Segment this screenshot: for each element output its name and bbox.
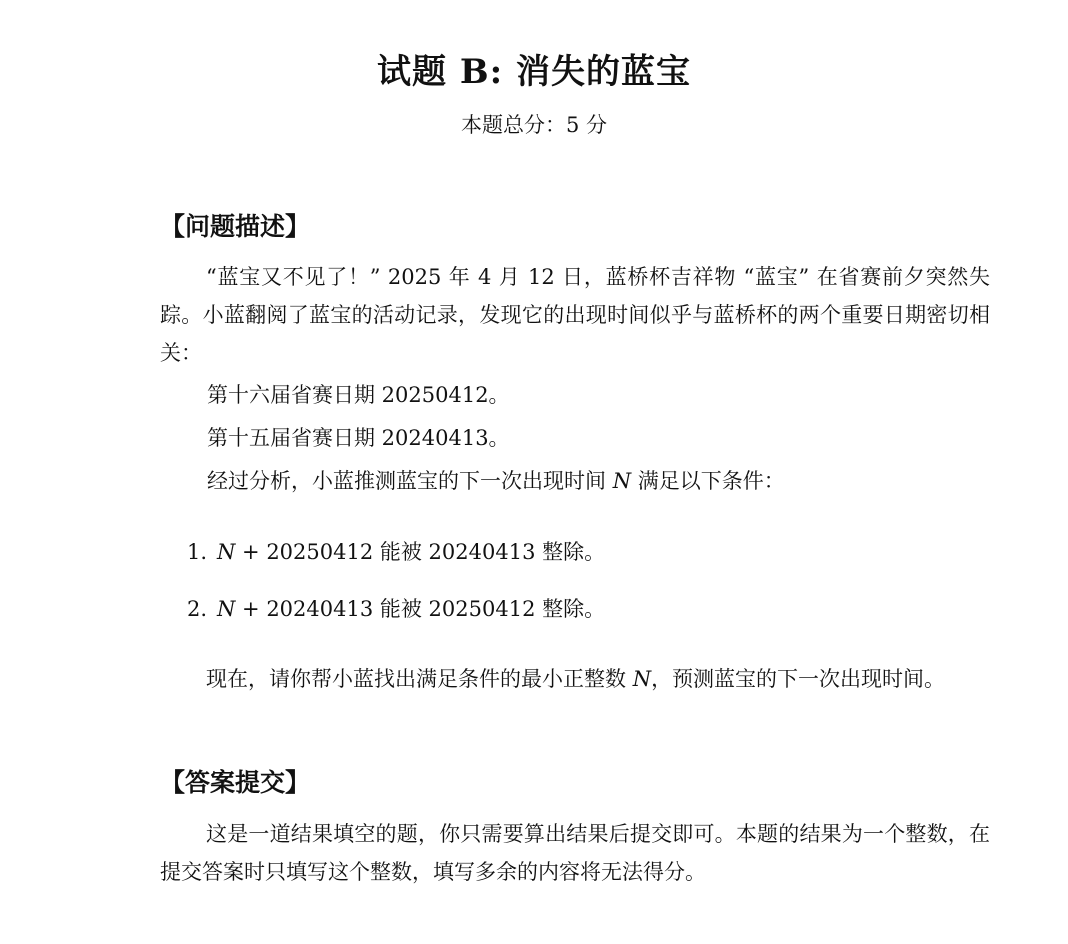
question-suffix: ，预测蓝宝的下一次出现时间。: [651, 667, 946, 691]
answer-instructions-paragraph: 这是一道结果填空的题，你只需要算出结果后提交即可。本题的结果为一个整数，在提交答案时只填写这个整数，填写多余的内容将无法得分。: [160, 822, 990, 884]
analysis-line: [207, 466, 785, 496]
condition-variable: N: [217, 540, 236, 564]
analysis-variable: N: [612, 469, 632, 493]
analysis-prefix: 经过分析，小蓝推测蓝宝的下一次出现时间: [207, 469, 613, 493]
problem-intro-paragraph: “蓝宝又不见了！” 2025 年 4 月 12 日，蓝桥杯吉祥物 “蓝宝” 在省赛前夕突然失踪。小蓝翻阅了蓝宝的活动记录，发现它的出现时间似乎与蓝桥杯的两个重要日期密切相关：: [160, 265, 990, 365]
question-prefix: 现在，请你帮小蓝找出满足条件的最小正整数: [206, 667, 633, 691]
question-variable: N: [632, 667, 652, 691]
problem-score: 本题总分：5 分: [460, 113, 608, 137]
condition-number: 1.: [187, 540, 208, 564]
answer-submission-heading: 【答案提交】: [160, 768, 311, 797]
condition-text: + 20240413 能被 20250412 整除。: [235, 597, 606, 621]
condition-variable: N: [217, 597, 236, 621]
problem-title: 试题 B: 消失的蓝宝: [377, 52, 691, 92]
problem-description-heading: 【问题描述】: [160, 212, 311, 241]
date-fifteenth-line: 第十五届省赛日期 20240413。: [207, 426, 510, 450]
date-sixteenth-line: 第十六届省赛日期 20250412。: [207, 383, 510, 407]
condition-item: [187, 537, 605, 567]
question-paragraph: [160, 660, 990, 698]
analysis-suffix: 满足以下条件：: [631, 469, 785, 493]
condition-number: 2.: [187, 597, 208, 621]
condition-text: + 20250412 能被 20240413 整除。: [235, 540, 606, 564]
condition-item: [187, 594, 605, 624]
